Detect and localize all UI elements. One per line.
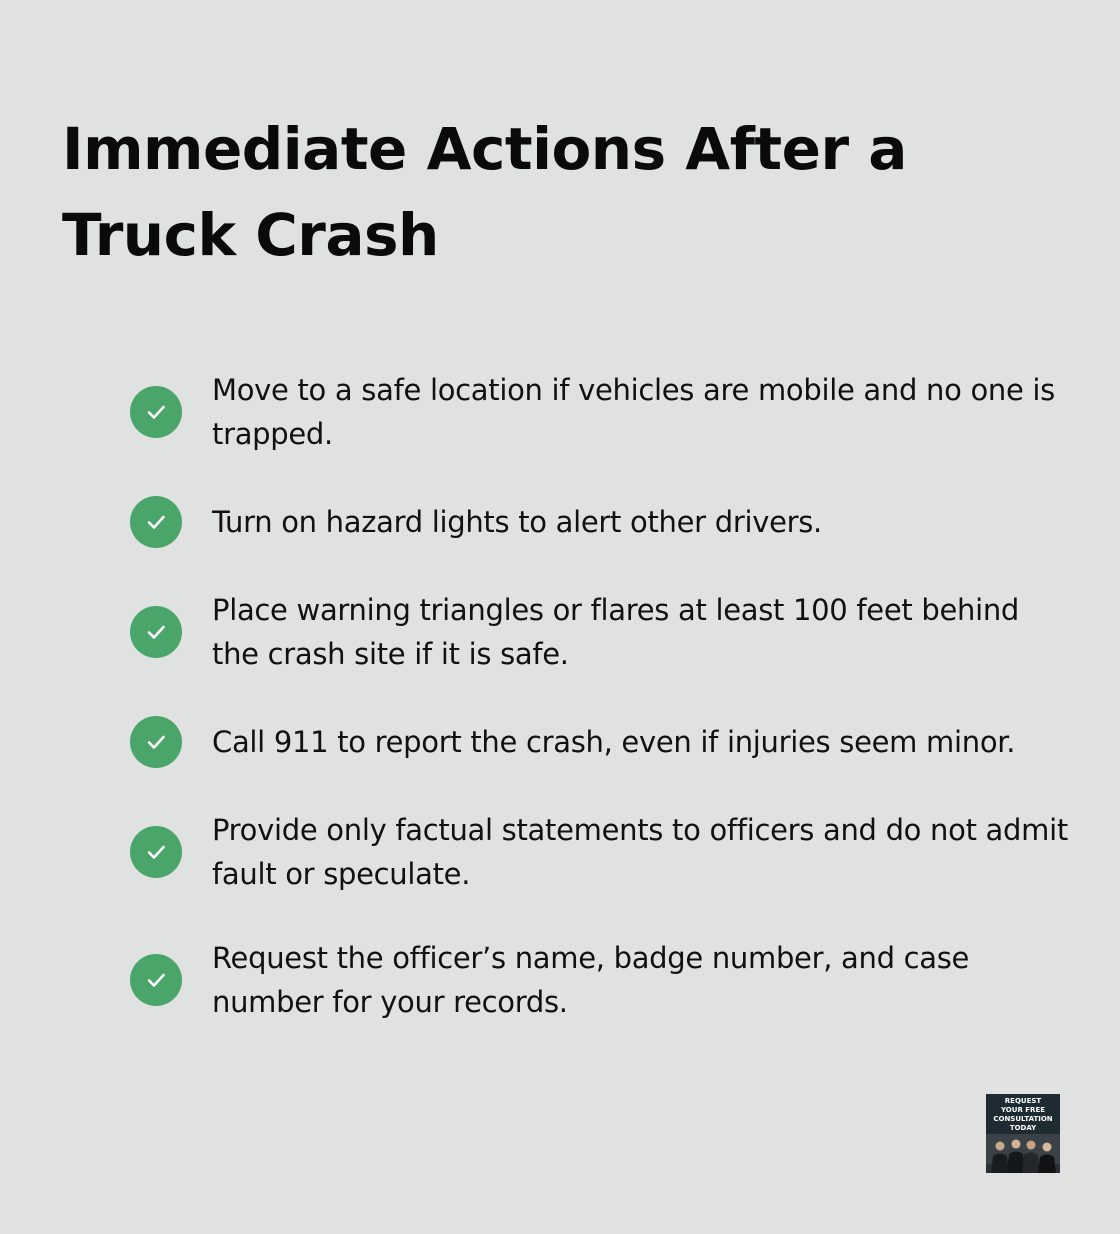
consultation-promo-button[interactable] [986,1094,1060,1173]
check-icon [130,606,182,658]
item-text: Call 911 to report the crash, even if injuries seem minor. [212,725,1016,759]
item-text: Provide only factual statements to officers and do not admit fault or speculate. [212,813,1068,891]
item-text: Turn on hazard lights to alert other drivers. [212,505,822,539]
check-icon [130,386,182,438]
check-icon [130,716,182,768]
item-text: Place warning triangles or flares at least 100 feet behind the crash site if it is safe. [212,593,1020,671]
promo-label: REQUEST YOUR FREE CONSULTATION TODAY [993,1097,1053,1132]
item-text: Request the officer’s name, badge number, and case number for your records. [212,941,970,1019]
check-icon [130,496,182,548]
check-icon [130,826,182,878]
item-text: Move to a safe location if vehicles are mobile and no one is trapped. [212,373,1055,451]
check-icon [130,954,182,1006]
page-title: Immediate Actions After a Truck Crash [62,115,907,269]
attorneys-photo-icon [986,1134,1060,1173]
